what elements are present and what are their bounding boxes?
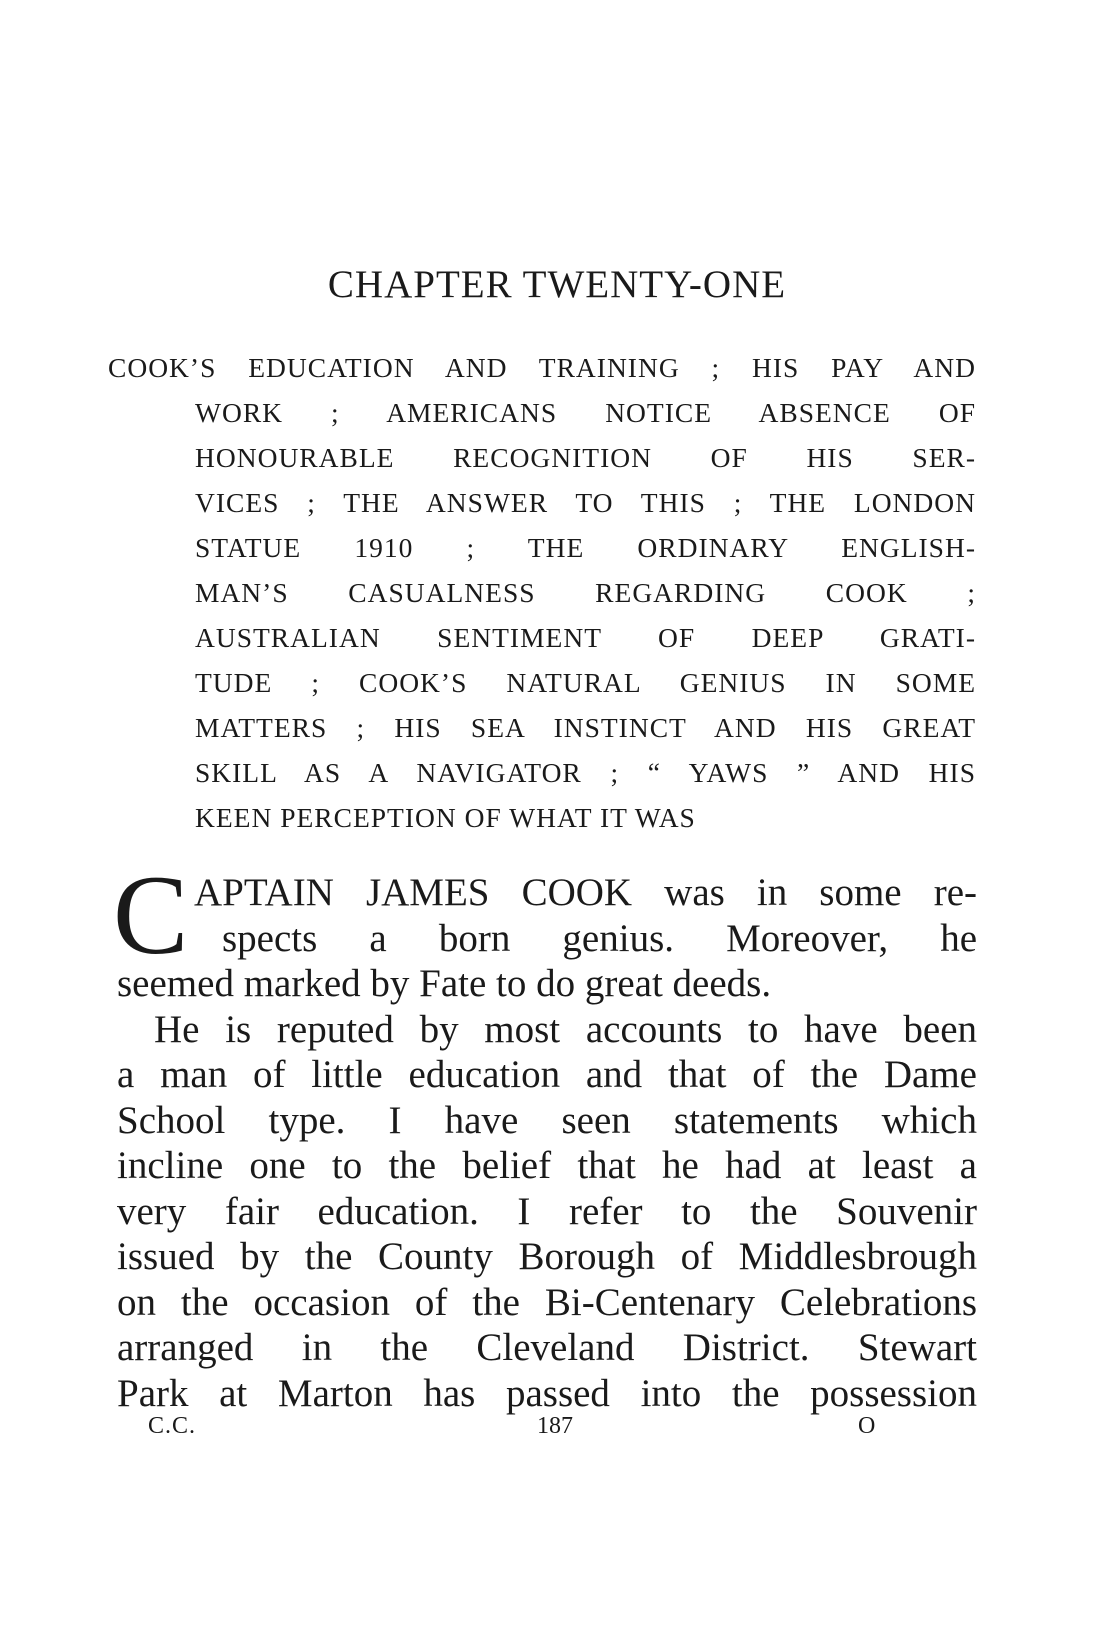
synopsis-line: COOK’S EDUCATION AND TRAINING ; HIS PAY AND bbox=[108, 352, 976, 383]
body-line: very fair education. I refer to the Souvenir bbox=[117, 1189, 977, 1233]
body-line: APTAIN JAMES COOK was in some re- bbox=[194, 871, 977, 914]
body-line: seemed marked by Fate to do great deeds. bbox=[117, 962, 772, 1005]
synopsis-line: WORK ; AMERICANS NOTICE ABSENCE OF bbox=[195, 397, 976, 428]
chapter-synopsis bbox=[108, 345, 976, 840]
synopsis-line: MATTERS ; HIS SEA INSTINCT AND HIS GREAT bbox=[195, 712, 976, 743]
synopsis-line: SKILL AS A NAVIGATOR ; “ YAWS ” AND HIS bbox=[195, 757, 976, 788]
chapter-title: CHAPTER TWENTY-ONE bbox=[327, 263, 787, 306]
body-line: Park at Marton has passed into the possession bbox=[117, 1371, 977, 1415]
page-footer bbox=[0, 1413, 1114, 1443]
body-line: spects a born genius. Moreover, he bbox=[222, 916, 977, 960]
page-number: 187 bbox=[537, 1413, 573, 1439]
body-line: a man of little education and that of the Dame bbox=[117, 1053, 977, 1096]
signature-letter: O bbox=[858, 1413, 876, 1439]
synopsis-line: KEEN PERCEPTION OF WHAT IT WAS bbox=[195, 802, 696, 833]
body-paragraphs bbox=[117, 870, 977, 1416]
synopsis-line: AUSTRALIAN SENTIMENT OF DEEP GRATI- bbox=[195, 622, 976, 653]
body-line: issued by the County Borough of Middlesbrough bbox=[117, 1235, 977, 1278]
signature-mark: C.C. bbox=[148, 1413, 197, 1439]
body-line: He is reputed by most accounts to have been bbox=[154, 1007, 977, 1051]
synopsis-line: HONOURABLE RECOGNITION OF HIS SER- bbox=[195, 442, 976, 473]
drop-cap: C bbox=[113, 853, 189, 978]
body-line: School type. I have seen statements which bbox=[117, 1098, 977, 1142]
body-line: incline one to the belief that he had at least a bbox=[117, 1144, 977, 1187]
synopsis-line: VICES ; THE ANSWER TO THIS ; THE LONDON bbox=[195, 487, 976, 518]
synopsis-line: MAN’S CASUALNESS REGARDING COOK ; bbox=[195, 577, 976, 608]
synopsis-line: TUDE ; COOK’S NATURAL GENIUS IN SOME bbox=[195, 667, 976, 698]
body-line: arranged in the Cleveland District. Stewart bbox=[117, 1326, 977, 1369]
body-line: on the occasion of the Bi-Centenary Celebrations bbox=[117, 1280, 977, 1324]
synopsis-line: STATUE 1910 ; THE ORDINARY ENGLISH- bbox=[195, 532, 976, 563]
